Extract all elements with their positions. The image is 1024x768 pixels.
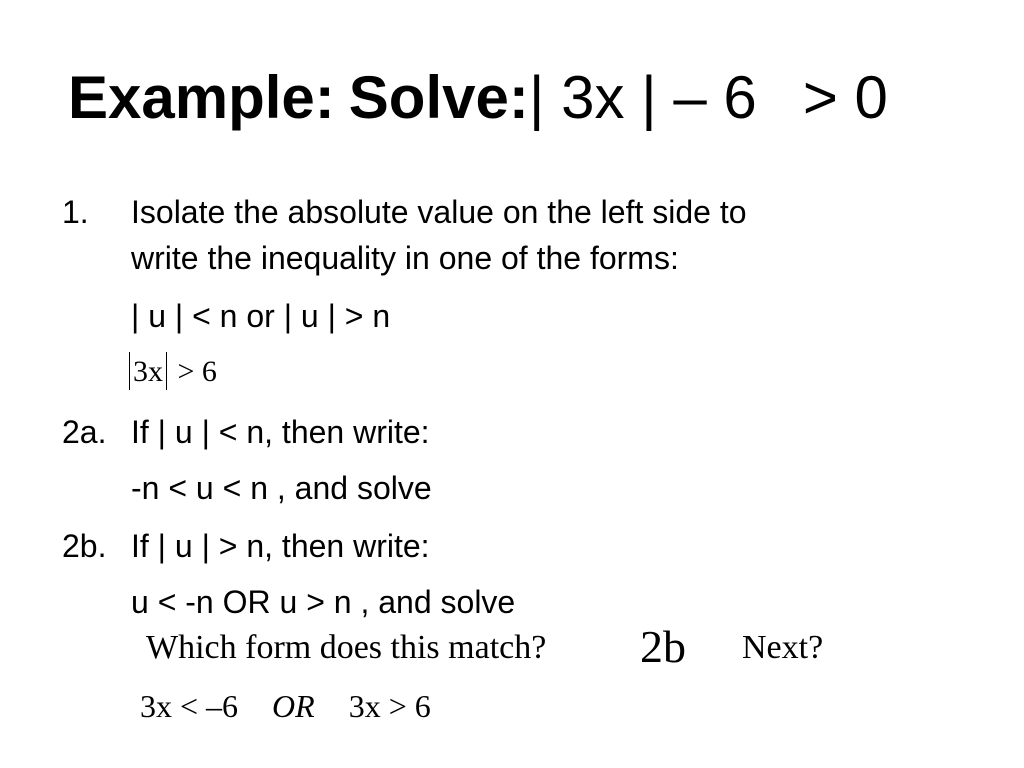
question-prompt: Which form does this match? [146,629,547,666]
step2a-number: 2a. [62,414,107,450]
step1-example-rest: > 6 [177,355,217,388]
abs-bar-left [129,352,130,390]
result-right: 3x > 6 [348,688,431,724]
step1-number: 1. [62,194,89,230]
step1-example-math [126,352,217,390]
step2a-line2: -n < u < n , and solve [131,470,432,506]
title-relation: > 0 [802,64,888,131]
step1-line1: Isolate the absolute value on the left side to [131,194,747,230]
title-expression: | 3x | – 6 [528,64,757,131]
abs-bar-right [166,352,167,390]
step1-forms: | u | < n or | u | > n [131,298,391,334]
title-label: Example: [68,64,335,131]
result-connector: OR [272,688,315,724]
result-left: 3x < –6 [140,688,239,724]
next-prompt[interactable]: Next? [742,629,824,666]
step1-line2: write the inequality in one of the forms: [131,240,679,276]
slide-title [68,62,888,134]
step1-example-inner: 3x [133,355,163,388]
result-math [140,686,431,726]
step2b-line1: If | u | > n, then write: [131,528,430,564]
title-verb: Solve: [348,64,529,131]
question-answer: 2b [640,621,686,672]
step2a-line1: If | u | < n, then write: [131,414,430,450]
step2b-number: 2b. [62,528,107,564]
step2b-line2: u < -n OR u > n , and solve [131,584,516,620]
